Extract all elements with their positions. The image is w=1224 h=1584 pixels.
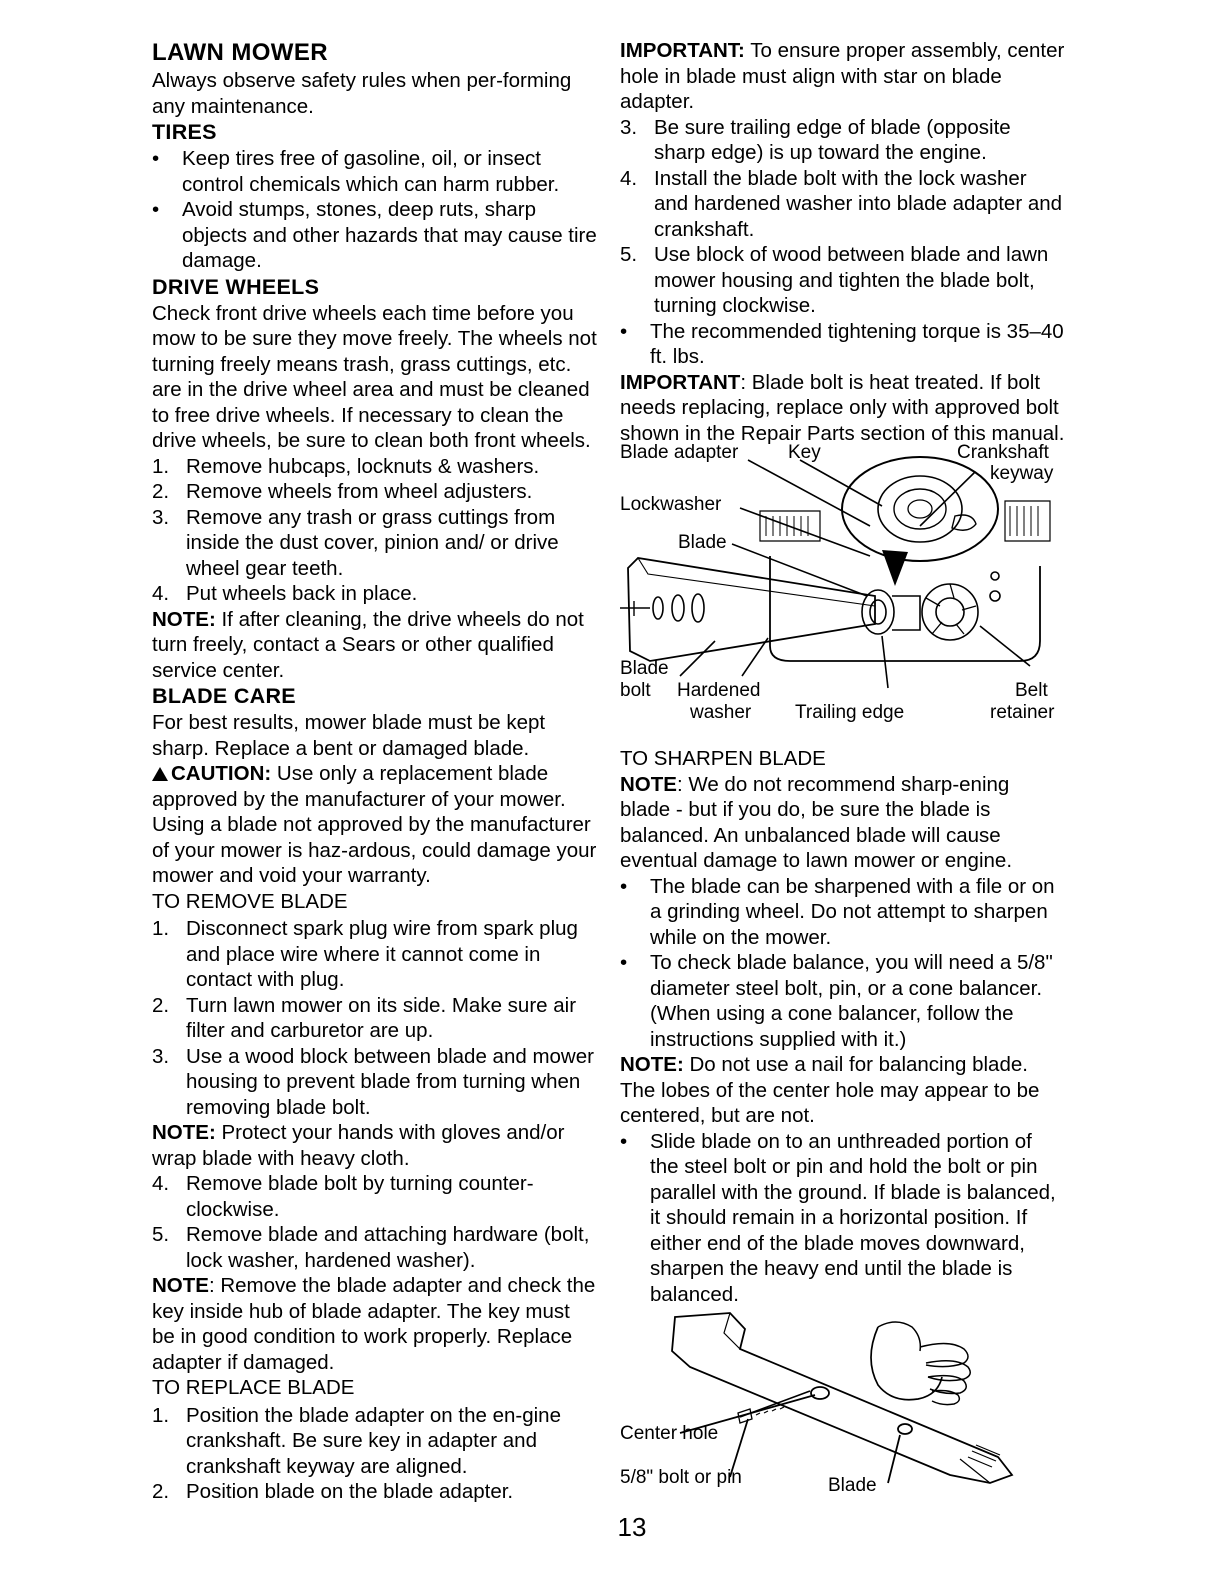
label-hardened: Hardened [677,680,761,701]
replace-step-5 [620,242,1065,319]
slide-blade-bullet [620,1129,1065,1308]
sharpen-bullet-2 [620,950,1065,1052]
step-text: Position blade on the blade adapter. [186,1480,514,1503]
step-number: 1. [152,1403,170,1427]
label-blade-bolt-line2: bolt [620,680,651,701]
drive-wheels-step-3 [152,505,597,582]
remove-step-4 [152,1171,597,1222]
sharpen-bullet-1-text: The blade can be sharpened with a file or on a grinding wheel. Do not attempt to sharpen while on the mower. [650,874,1055,949]
heading-drive-wheels: DRIVE WHEELS [152,274,320,299]
important-blade-bolt [620,370,1065,447]
torque-bullet [620,319,1065,370]
note-nail [620,1052,1065,1129]
label-lockwasher: Lockwasher [620,494,722,515]
warning-triangle-icon [152,767,168,781]
tires-bullet-2-text: Avoid stumps, stones, deep ruts, sharp objects and other hazards that may cause tire damage. [182,198,597,272]
step-text: Install the blade bolt with the lock washer and hardened washer into blade adapter and crankshaft. [654,166,1063,241]
figure-blade-assembly [620,442,1065,746]
step-number: 3. [152,505,170,529]
note-sharpen [620,772,1065,874]
label-blade: Blade [678,532,727,553]
bullet-marker: • [152,198,160,221]
replace-step-4 [620,166,1065,243]
remove-step-1 [152,916,597,993]
bullet-marker: • [620,874,628,898]
note-gloves [152,1120,597,1171]
step-text: Remove hubcaps, locknuts & washers. [186,454,540,478]
important-text: : Blade bolt is heat treated. If bolt needs replacing, replace only with approved bolt shown in the Repair Parts section of this manual. [620,370,1065,445]
drive-wheels-step-2 [152,479,597,505]
step-number: 2. [152,480,170,503]
step-text: Be sure trailing edge of blade (opposite sharp edge) is up toward the engine. [654,115,1011,164]
step-number: 5. [620,243,638,266]
slide-blade-bullet-text: Slide blade on to an unthreaded portion of the steel bolt or pin and hold the bolt or pin parallel with the ground. If blade is balanced, it should remain in a horizontal position. If either end of the blade moves downward, sharpen the heavy end until the blade is balanced. [650,1129,1056,1306]
replace-step-3 [620,115,1065,166]
step-text: Disconnect spark plug wire from spark plug and place wire where it cannot come in contact with plug. [186,917,578,991]
step-text: Use a wood block between blade and mower housing to prevent blade from turning when removing blade bolt. [186,1044,594,1119]
remove-step-3 [152,1044,597,1121]
step-text: Put wheels back in place. [186,582,418,605]
label-blade-adapter: Blade adapter [620,442,739,463]
heading-to-replace-blade: TO REPLACE BLADE [152,1376,355,1399]
drive-wheels-step-4 [152,581,597,607]
step-number: 4. [152,582,170,605]
label-retainer: retainer [990,702,1055,723]
note-label: NOTE: [620,1053,684,1076]
left-column [152,38,597,1505]
step-number: 4. [152,1172,170,1195]
step-text: Use block of wood between blade and lawn mower housing and tighten the blade bolt, turning clockwise. [654,243,1049,317]
step-number: 3. [620,115,638,139]
label-belt: Belt [1015,680,1048,701]
label-key: Key [788,442,821,463]
label-bolt-or-pin: 5/8" bolt or pin [620,1467,742,1488]
note-text: : Remove the blade adapter and check the key inside hub of blade adapter. The key must be in good condition to work properly. Replace adapter if damaged. [152,1274,596,1374]
right-column [620,38,1065,1497]
step-text: Remove any trash or grass cuttings from inside the dust cover, pinion and/ or drive wheel gear teeth. [186,505,559,580]
note-drive-wheels [152,607,597,684]
caution-label: CAUTION: [171,762,272,785]
sharpen-bullet-2-text: To check blade balance, you will need a 5/8" diameter steel bolt, pin, or a cone balancer. (When using a cone balancer, follow the instructions supplied with it.) [650,951,1053,1051]
note-label: NOTE: [152,607,216,631]
label-center-hole: Center hole [620,1423,719,1444]
note-text: : We do not recommend sharp-ening blade - but if you do, be sure the blade is balanced. An unbalanced blade will cause eventual damage to lawn mower or engine. [620,772,1013,872]
bullet-marker: • [620,1129,628,1153]
heading-blade-care: BLADE CARE [152,684,296,708]
step-number: 2. [152,1480,170,1503]
step-text: Remove blade and attaching hardware (bolt, lock washer, hardened washer). [186,1223,590,1272]
tires-bullet-1-text: Keep tires free of gasoline, oil, or insect control chemicals which can harm rubber. [182,147,560,196]
remove-step-2 [152,993,597,1044]
label-blade: Blade [828,1475,877,1496]
replace-step-1 [152,1403,597,1480]
label-blade-bolt-line1: Blade [620,658,669,679]
step-number: 1. [152,917,170,940]
drive-wheels-paragraph: Check front drive wheels each time before you mow to be sure they move freely. The wheels not turning freely means trash, grass cuttings, etc. are in the drive wheel area and must be cleaned to free drive wheels. If necessary to clean the drive wheels, be sure to clean both front wheels. [152,301,597,452]
note-text: Protect your hands with gloves and/or wrap blade with heavy cloth. [152,1121,565,1170]
important-label: IMPORTANT [620,370,741,394]
tires-bullet-2 [152,197,597,274]
remove-step-5 [152,1222,597,1273]
step-text: Position the blade adapter on the en-gine crankshaft. Be sure key in adapter and crankshaft keyway are aligned. [186,1403,561,1478]
label-crankshaft: Crankshaft [957,442,1049,463]
sharpen-bullet-1 [620,874,1065,951]
step-number: 1. [152,454,170,478]
page-title: LAWN MOWER [152,39,328,66]
bullet-marker: • [620,951,628,974]
note-adapter [152,1273,597,1375]
torque-bullet-text: The recommended tightening torque is 35–40 ft. lbs. [650,319,1064,368]
note-text: Do not use a nail for balancing blade. The lobes of the center hole may appear to be centered, but are not. [620,1053,1040,1127]
important-text: To ensure proper assembly, center hole in blade must align with star on blade adapter. [620,39,1065,113]
note-text: If after cleaning, the drive wheels do not turn freely, contact a Sears or other qualified service center. [152,607,584,682]
step-text: Turn lawn mower on its side. Make sure air filter and carburetor are up. [186,993,577,1042]
replace-step-2 [152,1479,597,1505]
note-label: NOTE: [152,1121,216,1144]
bullet-marker: • [620,319,628,343]
drive-wheels-step-1 [152,454,597,480]
caution-block [152,761,597,889]
step-text: Remove wheels from wheel adjusters. [186,480,533,503]
page-number: 13 [617,1512,647,1542]
step-number: 3. [152,1044,170,1068]
blade-care-paragraph: For best results, mower blade must be kept sharp. Replace a bent or damaged blade. [152,711,546,760]
caution-text: Use only a replacement blade approved by the manufacturer of your mower. Using a blade not approved by the manufacturer of your mower is haz-ardous, could damage your mower and void your warranty. [152,762,597,887]
intro-paragraph: Always observe safety rules when per-forming any maintenance. [152,69,572,118]
label-keyway: keyway [990,463,1054,484]
important-label: IMPORTANT: [620,39,745,62]
bullet-marker: • [152,147,160,170]
note-label: NOTE [620,772,677,796]
tires-bullet-1 [152,146,597,197]
heading-to-sharpen-blade: TO SHARPEN BLADE [620,747,826,770]
step-number: 2. [152,993,170,1017]
step-text: Remove blade bolt by turning counter-clockwise. [186,1172,534,1221]
heading-tires: TIRES [152,120,217,144]
note-label: NOTE [152,1274,209,1297]
step-number: 4. [620,166,638,190]
important-assembly [620,38,1065,115]
label-washer: washer [690,702,752,723]
figure-blade-balance [620,1307,1065,1497]
label-trailing-edge: Trailing edge [795,702,905,723]
step-number: 5. [152,1223,170,1246]
heading-to-remove-blade: TO REMOVE BLADE [152,889,348,913]
